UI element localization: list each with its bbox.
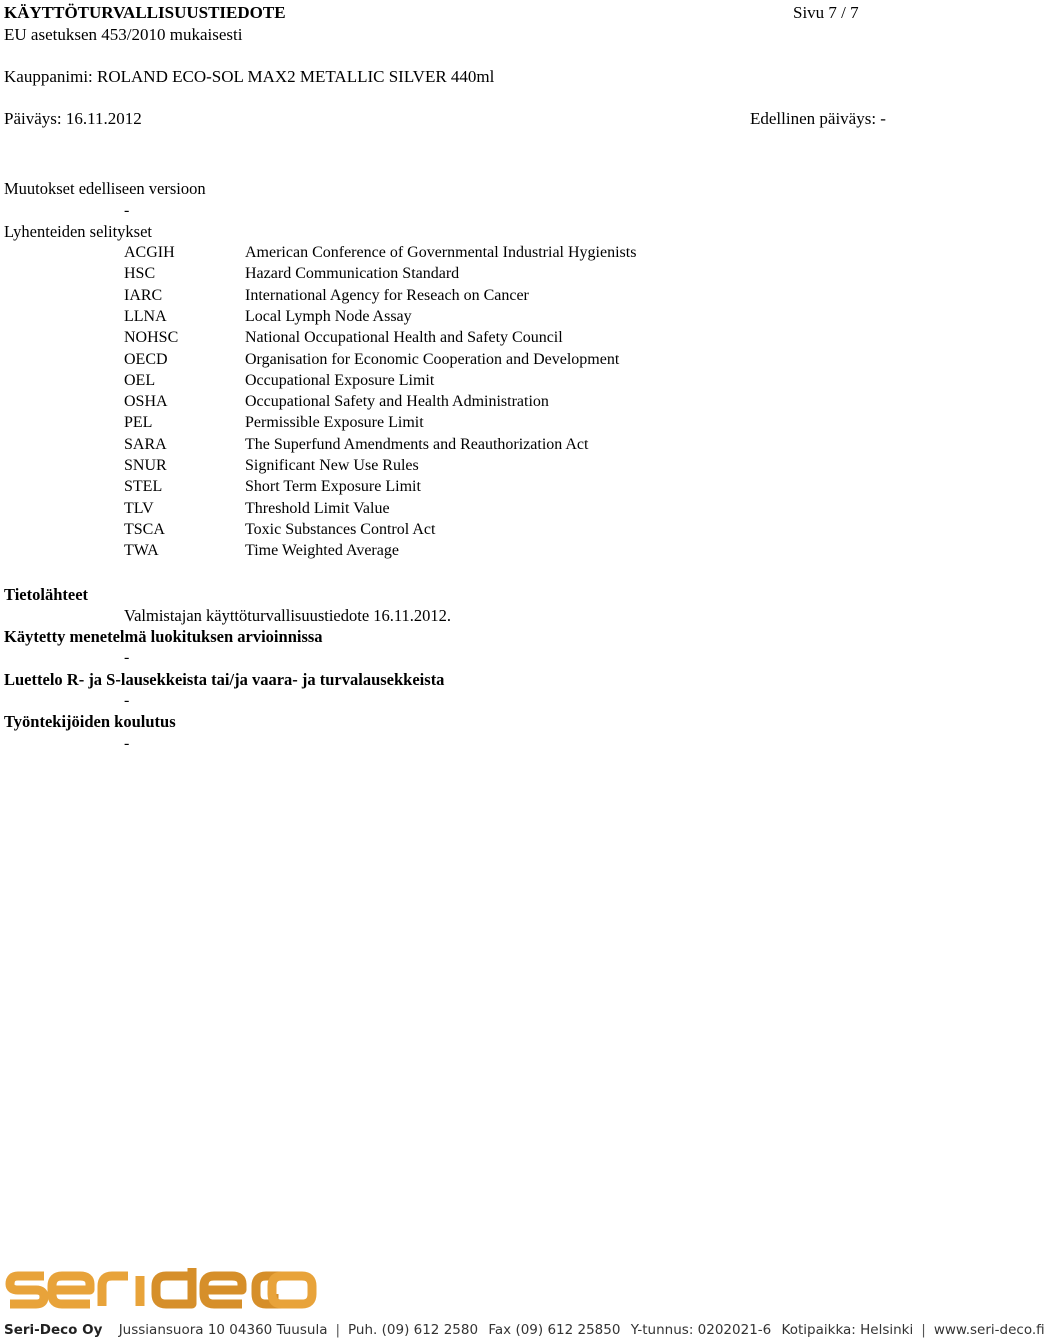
abbreviation-row bbox=[0, 455, 960, 476]
abbreviation-description: Local Lymph Node Assay bbox=[245, 307, 412, 325]
abbreviation-description: Short Term Exposure Limit bbox=[245, 478, 421, 496]
abbreviation-code: TSCA bbox=[124, 520, 165, 538]
abbreviation-description: International Agency for Reseach on Cancer bbox=[245, 286, 529, 304]
abbreviation-code: OECD bbox=[124, 350, 168, 368]
footer-company: Seri-Deco Oy bbox=[4, 1322, 103, 1338]
abbreviations-heading: Lyhenteiden selitykset bbox=[4, 222, 153, 241]
abbreviation-description: Hazard Communication Standard bbox=[245, 265, 460, 283]
abbreviation-row bbox=[0, 349, 960, 370]
abbreviation-row bbox=[0, 306, 960, 327]
abbreviation-code: SNUR bbox=[124, 457, 167, 474]
footer-domicile: Kotipaikka: Helsinki bbox=[781, 1322, 914, 1338]
footer-business-id: Y-tunnus: 0202021-6 bbox=[630, 1322, 772, 1338]
abbreviation-code: STEL bbox=[124, 478, 163, 496]
method-heading: Käytetty menetelmä luokituksen arvioinnissa bbox=[4, 627, 323, 646]
abbreviation-code: OSHA bbox=[124, 393, 168, 411]
abbreviation-row bbox=[0, 391, 960, 412]
abbreviation-row bbox=[0, 476, 960, 497]
abbreviation-description: Occupational Exposure Limit bbox=[245, 371, 435, 389]
training-value: - bbox=[124, 735, 130, 752]
abbreviation-row bbox=[0, 412, 960, 433]
abbreviation-description: Time Weighted Average bbox=[245, 542, 399, 560]
product-name: Kauppanimi: ROLAND ECO-SOL MAX2 METALLIC SILVER 440ml bbox=[4, 67, 495, 86]
footer-website[interactable]: www.seri-deco.fi bbox=[933, 1322, 1045, 1338]
footer-contact: Seri-Deco Oy Jussiansuora 10 04360 Tuusula | Puh. (09) 612 2580 Fax (09) 612 25850 Y-tunnus: 0202021-6 Kotipaikka: Helsinki | www.seri-deco.fi bbox=[4, 1322, 1045, 1338]
issue-date: Päiväys: 16.11.2012 bbox=[4, 109, 142, 128]
previous-date: Edellinen päiväys: - bbox=[750, 109, 886, 128]
abbreviation-description: American Conference of Governmental Industrial Hygienists bbox=[245, 244, 637, 261]
abbreviation-code: LLNA bbox=[124, 307, 167, 325]
abbreviation-row bbox=[0, 370, 960, 391]
abbreviation-description: National Occupational Health and Safety Council bbox=[245, 329, 563, 347]
footer-address: Jussiansuora 10 04360 Tuusula bbox=[118, 1322, 328, 1338]
abbreviation-row bbox=[0, 519, 960, 540]
abbreviation-row bbox=[0, 242, 960, 263]
abbreviation-description: Toxic Substances Control Act bbox=[245, 520, 436, 538]
abbreviation-code: ACGIH bbox=[124, 244, 175, 261]
abbreviation-description: Permissible Exposure Limit bbox=[245, 414, 424, 432]
document-title: KÄYTTÖTURVALLISUUSTIEDOTE bbox=[4, 3, 286, 22]
sources-heading: Tietolähteet bbox=[4, 585, 89, 604]
abbreviation-row bbox=[0, 327, 960, 348]
abbreviation-row bbox=[0, 540, 960, 561]
abbreviation-row bbox=[0, 285, 960, 306]
abbreviation-row bbox=[0, 434, 960, 455]
footer-phone: Puh. (09) 612 2580 bbox=[348, 1322, 479, 1338]
changes-value: - bbox=[124, 202, 130, 219]
abbreviation-row bbox=[0, 263, 960, 284]
training-heading: Työntekijöiden koulutus bbox=[4, 712, 176, 731]
abbreviation-description: Threshold Limit Value bbox=[245, 499, 390, 517]
changes-heading: Muutokset edelliseen versioon bbox=[4, 179, 206, 198]
abbreviation-code: IARC bbox=[124, 286, 163, 304]
seri-deco-logo bbox=[6, 1268, 316, 1310]
sources-value: Valmistajan käyttöturvallisuustiedote 16.11.2012. bbox=[124, 606, 452, 625]
abbreviation-row bbox=[0, 498, 960, 519]
abbreviation-description: The Superfund Amendments and Reauthorization Act bbox=[245, 435, 589, 453]
page-number: Sivu 7 / 7 bbox=[793, 3, 859, 22]
phrases-value: - bbox=[124, 692, 130, 709]
abbreviation-description: Significant New Use Rules bbox=[245, 457, 419, 474]
abbreviation-description: Occupational Safety and Health Administration bbox=[245, 393, 549, 411]
abbreviation-code: TWA bbox=[124, 542, 159, 560]
footer-fax: Fax (09) 612 25850 bbox=[488, 1322, 621, 1338]
abbreviation-code: SARA bbox=[124, 435, 167, 453]
phrases-heading: Luettelo R- ja S-lausekkeista tai/ja vaara- ja turvalausekkeista bbox=[4, 670, 445, 689]
abbreviation-code: HSC bbox=[124, 265, 156, 283]
abbreviation-code: OEL bbox=[124, 371, 156, 389]
method-value: - bbox=[124, 649, 130, 666]
regulation-text: EU asetuksen 453/2010 mukaisesti bbox=[4, 25, 243, 44]
abbreviation-code: TLV bbox=[124, 499, 154, 517]
abbreviation-code: NOHSC bbox=[124, 329, 179, 347]
abbreviation-code: PEL bbox=[124, 414, 153, 432]
abbreviation-description: Organisation for Economic Cooperation and Development bbox=[245, 350, 620, 368]
